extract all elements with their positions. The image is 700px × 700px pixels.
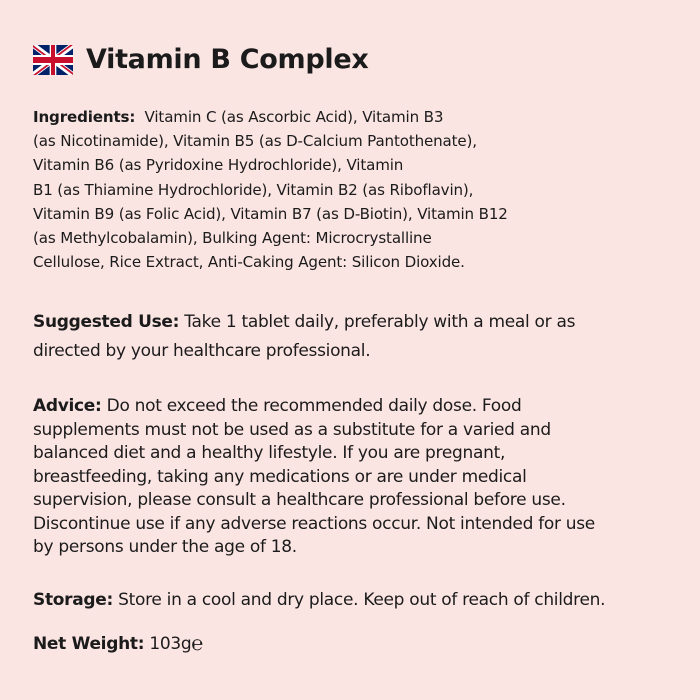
- storage-line: [33, 588, 673, 612]
- suggested-use-label: Suggested Use:: [33, 312, 180, 332]
- advice-line: supplements must not be used as a substitute for a varied and: [33, 419, 551, 440]
- advice-line: breastfeeding, taking any medications or are under medical: [33, 466, 527, 487]
- storage-section: [33, 588, 673, 612]
- advice-line: Discontinue use if any adverse reactions occur. Not intended for use: [33, 513, 595, 534]
- advice-text: Do not exceed the recommended daily dose. Food: [106, 396, 522, 416]
- header: [33, 44, 369, 75]
- page-title: Vitamin B Complex: [86, 44, 369, 75]
- ingredients-label: Ingredients:: [33, 108, 136, 126]
- net-weight-line: [33, 632, 673, 656]
- advice-line: by persons under the age of 18.: [33, 537, 297, 557]
- advice-label: Advice:: [33, 396, 102, 416]
- uk-flag-icon: [33, 45, 73, 75]
- advice-section: [33, 395, 673, 560]
- suggested-use-line: directed by your healthcare professional.: [33, 341, 371, 361]
- storage-label: Storage:: [33, 590, 114, 610]
- ingredients-line: Vitamin B6 (as Pyridoxine Hydrochloride), Vitamin: [33, 156, 404, 175]
- ingredients-line: B1 (as Thiamine Hydrochloride), Vitamin B2 (as Riboflavin),: [33, 180, 474, 199]
- advice-line: [33, 395, 673, 419]
- suggested-use-section: [33, 308, 673, 366]
- ingredients-section: [33, 105, 673, 274]
- ingredients-line: (as Nicotinamide), Vitamin B5 (as D-Calcium Pantothenate),: [33, 132, 477, 151]
- ingredients-line: Vitamin B9 (as Folic Acid), Vitamin B7 (as D-Biotin), Vitamin B12: [33, 204, 508, 223]
- advice-line: supervision, please consult a healthcare professional before use.: [33, 490, 566, 510]
- estimated-sign-icon: ℮: [191, 631, 204, 655]
- ingredients-text: Vitamin C (as Ascorbic Acid), Vitamin B3: [144, 108, 444, 126]
- storage-text: Store in a cool and dry place. Keep out of reach of children.: [118, 590, 606, 610]
- suggested-use-text: Take 1 tablet daily, preferably with a meal or as: [184, 312, 576, 332]
- advice-line: balanced diet and a healthy lifestyle. If you are pregnant,: [33, 443, 506, 463]
- net-weight-section: [33, 632, 673, 656]
- ingredients-line: [33, 105, 673, 129]
- ingredients-line: (as Methylcobalamin), Bulking Agent: Microcrystalline: [33, 229, 432, 248]
- net-weight-label: Net Weight:: [33, 634, 145, 654]
- ingredients-line: Cellulose, Rice Extract, Anti-Caking Agent: Silicon Dioxide.: [33, 253, 465, 272]
- net-weight-value: 103g: [149, 634, 192, 654]
- suggested-use-line: [33, 308, 673, 337]
